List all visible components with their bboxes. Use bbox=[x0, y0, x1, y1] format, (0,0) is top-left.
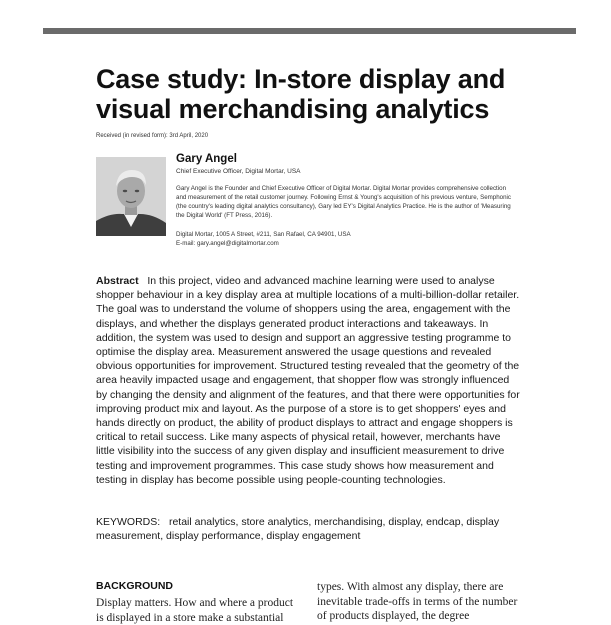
keywords-text: retail analytics, store analytics, merchandising, display, endcap, display measurement, display performance, display engagement bbox=[96, 516, 500, 542]
abstract-label: Abstract bbox=[96, 275, 139, 287]
background-right-column: types. With almost any display, there are inevitable trade-offs in terms of the number of products displayed, the degree bbox=[317, 581, 518, 622]
background-heading: BACKGROUND bbox=[96, 580, 173, 592]
keywords bbox=[96, 515, 520, 543]
author-name: Gary Angel bbox=[176, 153, 237, 165]
author-email: E-mail: gary.angel@digitalmortar.com bbox=[176, 240, 279, 247]
keywords-label: KEYWORDS: bbox=[96, 516, 161, 528]
author-address: Digital Mortar, 1005 A Street, #211, San Rafael, CA 94901, USA bbox=[176, 231, 351, 238]
author-bio: Gary Angel is the Founder and Chief Executive Officer of Digital Mortar. Digital Mortar provides comprehensive collection and measurement of the retail customer journey. Following Ernst & Young's acquisition of his previous venture, Semphonic (the country's leading digital analytics consultancy), Gary led EY's Digital Analytics Practice. He is the author of 'Measuring the Digital World' (FT Press, 2016). bbox=[176, 185, 512, 219]
received-date: Received (in revised form): 3rd April, 2020 bbox=[96, 133, 209, 139]
author-photo bbox=[96, 157, 166, 236]
author-block bbox=[176, 153, 516, 247]
article-title: Case study: In-store display and visual merchandising analytics bbox=[96, 64, 506, 124]
abstract-text: In this project, video and advanced machine learning were used to analyse shopper behaviour in a key display area at multiple locations of a multi-billion-dollar retailer. The goal was to understand the volume of shoppers using the area, engagement with the displays, and whether the displays generated product interactions and takeaways. In addition, the system was used to design and support an aggressive testing programme to optimise the display area. Measurement answered the usage questions and revealed obvious opportunities for improvement. Structured testing revealed that the geometry of the area heavily impacted usage and engagement, that shopper flow was strongly influenced by changing the density and alignment of the features, and that there were opportunities for improving product mix and layout. As the purpose of a store is to get shoppers' eyes and hands directly on product, the ability of product displays to attract and engage shoppers is critical to retail success. Like many aspects of physical retail, however, merchants have little visibility into the success of any given display and insufficient measurement to drive testing and improvement programmes. This case study shows how measurement and testing in display has become possible using people-counting technologies. bbox=[96, 275, 520, 486]
author-portrait-image bbox=[96, 157, 166, 236]
author-role: Chief Executive Officer, Digital Mortar, USA bbox=[176, 168, 301, 175]
background-left-column: Display matters. How and where a product is displayed in a store make a substantial bbox=[96, 597, 294, 624]
abstract bbox=[96, 274, 520, 487]
top-rule bbox=[43, 28, 576, 34]
